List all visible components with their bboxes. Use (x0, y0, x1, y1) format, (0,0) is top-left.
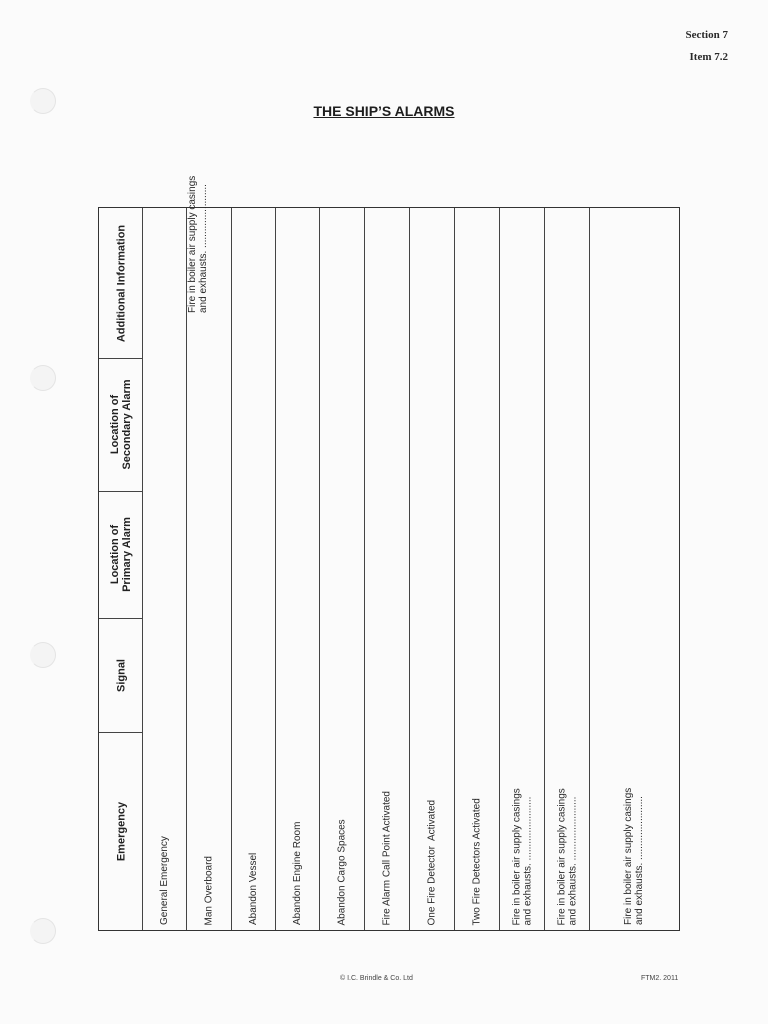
emergency-row-label: Fire in boiler air supply casings and exhausts. ....................... (510, 787, 533, 925)
copyright-notice: © I.C. Brindle & Co. Ltd (340, 975, 413, 982)
section-label: Section 7 (685, 29, 728, 41)
emergency-row-label: One Fire Detector Activated (426, 799, 437, 925)
item-label: Item 7.2 (689, 51, 728, 63)
emergency-row-label: Abandon Vessel (247, 852, 259, 925)
emergency-row-label: Man Overboard (203, 855, 214, 925)
punch-hole (30, 88, 56, 114)
emergency-row-label: Fire in boiler air supply casings and exhausts. ....................... (623, 787, 645, 925)
table-vline (319, 208, 320, 930)
header-additional-info: Additional Information (114, 224, 127, 342)
emergency-row-label: Two Fire Detectors Activated (471, 797, 482, 925)
table-vline (275, 208, 276, 930)
punch-hole (30, 918, 56, 944)
punch-hole (30, 642, 56, 668)
table-vline (499, 208, 500, 930)
form-code: FTM2. 2011 (641, 975, 679, 982)
alarms-table (98, 175, 680, 931)
table-vline (409, 208, 410, 930)
emergency-row-label: Abandon Engine Room (291, 821, 303, 925)
emergency-row-label: General Emergency (158, 836, 170, 925)
emergency-row-label: Fire in boiler air supply casings and exhausts. ....................... (555, 787, 578, 925)
table-vline (454, 208, 455, 930)
header-primary-alarm: Location of Primary Alarm (108, 517, 133, 592)
emergency-row-label: Abandon Cargo Spaces (336, 818, 347, 925)
punch-hole (30, 365, 56, 391)
header-secondary-alarm: Location of Secondary Alarm (108, 379, 133, 470)
header-emergency: Emergency (114, 801, 127, 861)
table-vline (364, 208, 365, 930)
emergency-row-label: Fire in boiler air supply casings and exhausts. ....................... (187, 175, 209, 313)
table-vline (544, 208, 545, 930)
page-title: THE SHIP’S ALARMS (313, 103, 455, 119)
emergency-row-label: Fire Alarm Call Point Activated (381, 790, 392, 925)
table-vline (231, 208, 232, 930)
table-vline (589, 208, 590, 930)
header-signal: Signal (114, 658, 127, 692)
